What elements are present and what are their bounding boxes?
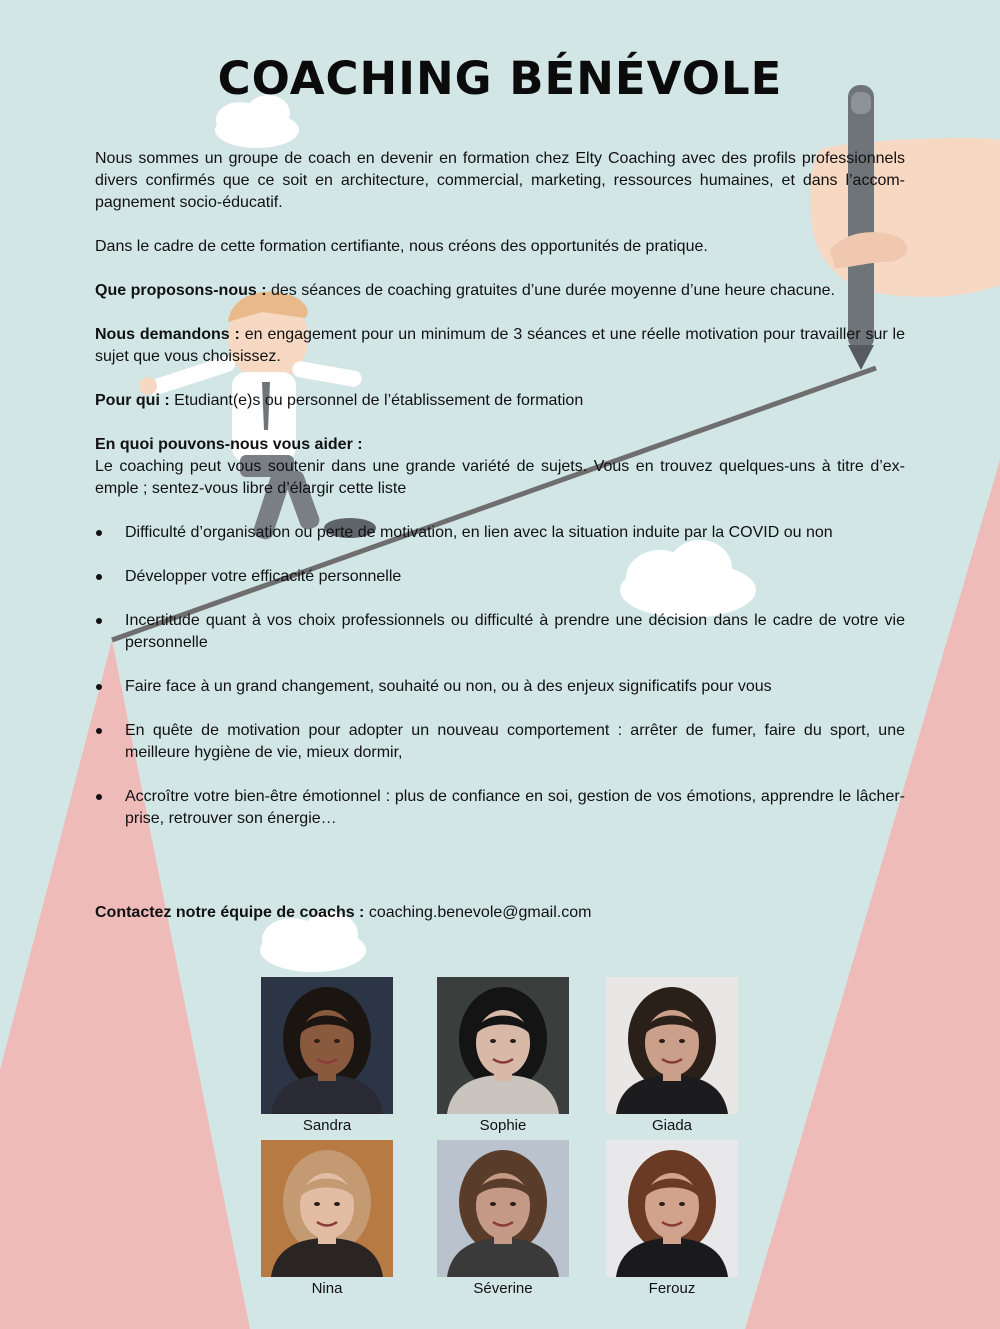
coach-card [606,1140,738,1297]
portrait-icon [606,1140,738,1277]
list-item-text: Développer votre efficacité personnelle [125,568,402,585]
bullet-icon [96,574,102,580]
bullet-icon [96,530,102,536]
coach-name: Nina [311,1280,343,1297]
list-item [95,522,905,544]
body-text [95,148,905,852]
list-item-text: En quête de motivation pour adopter un nouveau comportement : arrêter de fumer, faire du sport, une meilleure hygiène de vie, mieux dormir, [125,722,905,761]
intro-paragraph: Nous sommes un groupe de coach en devenir en formation chez Elty Coaching avec des profils professionnels divers confirmés que ce soit en architecture, commercial, marketing, ressources humaines, et dans l’accom-pagnement socio-éducatif. [95,150,905,211]
offer-paragraph [95,280,905,302]
coach-photo [437,977,569,1114]
portrait-icon [261,1140,393,1277]
coach-name: Séverine [473,1280,533,1297]
audience-paragraph [95,390,905,412]
help-section [95,434,905,500]
portrait-icon [437,1140,569,1277]
coach-name: Ferouz [648,1280,696,1297]
bullet-icon [96,728,102,734]
coach-photo [606,977,738,1114]
page-title: COACHING BÉNÉVOLE [217,52,783,105]
list-item [95,676,905,698]
offer-label: Que proposons-nous : [95,282,267,299]
coach-photo [606,1140,738,1277]
help-text: Le coaching peut vous soutenir dans une grande variété de sujets. Vous en trouvez quelques-uns à titre d’ex-emple ; sentez-vous libre d’élargir cette liste [95,458,905,497]
audience-text: Etudiant(e)s ou personnel de l’établissement de formation [169,392,584,409]
bullet-icon [96,618,102,624]
ask-paragraph [95,324,905,368]
coach-photo [261,1140,393,1277]
list-item-text: Faire face à un grand changement, souhaité ou non, ou à des enjeux significatifs pour vous [125,678,772,695]
coach-photo [261,977,393,1114]
contact-label: Contactez notre équipe de coachs : [95,904,365,921]
bullet-icon [96,684,102,690]
offer-text: des séances de coaching gratuites d’une durée moyenne d’une heure chacune. [266,282,835,299]
portrait-icon [606,977,738,1114]
list-item-text: Accroître votre bien-être émotionnel : plus de confiance en soi, gestion de vos émotions, apprendre le lâcher-prise, retrouver son énergie… [125,788,905,827]
ask-text: en engagement pour un minimum de 3 séances et une réelle motivation pour travailler sur le sujet que vous choisissez. [95,326,906,365]
list-item [95,610,905,654]
ask-label: Nous demandons : [95,326,240,343]
coach-name: Giada [651,1117,693,1134]
coach-name: Sophie [479,1117,527,1134]
portrait-icon [437,977,569,1114]
coach-photo [437,1140,569,1277]
coach-card [261,977,393,1134]
list-item [95,786,905,830]
contact-email-link[interactable]: coaching.benevole@gmail.com [364,904,592,921]
coach-card [437,977,569,1134]
coach-card [261,1140,393,1297]
coach-card [437,1140,569,1297]
list-item [95,566,905,588]
context-paragraph: Dans le cadre de cette formation certifiante, nous créons des opportunités de pratique. [95,238,708,255]
bullet-icon [96,794,102,800]
list-item-text: Difficulté d’organisation ou perte de motivation, en lien avec la situation induite par la COVID ou non [125,524,833,541]
list-item-text: Incertitude quant à vos choix professionnels ou difficulté à prendre une décision dans le cadre de votre vie personnelle [125,612,905,651]
coach-name: Sandra [302,1117,352,1134]
help-list [95,522,905,830]
contact-line [95,902,591,924]
list-item [95,720,905,764]
portrait-icon [261,977,393,1114]
audience-label: Pour qui : [95,392,170,409]
help-heading: En quoi pouvons-nous vous aider : [95,436,363,453]
coach-card [606,977,738,1134]
